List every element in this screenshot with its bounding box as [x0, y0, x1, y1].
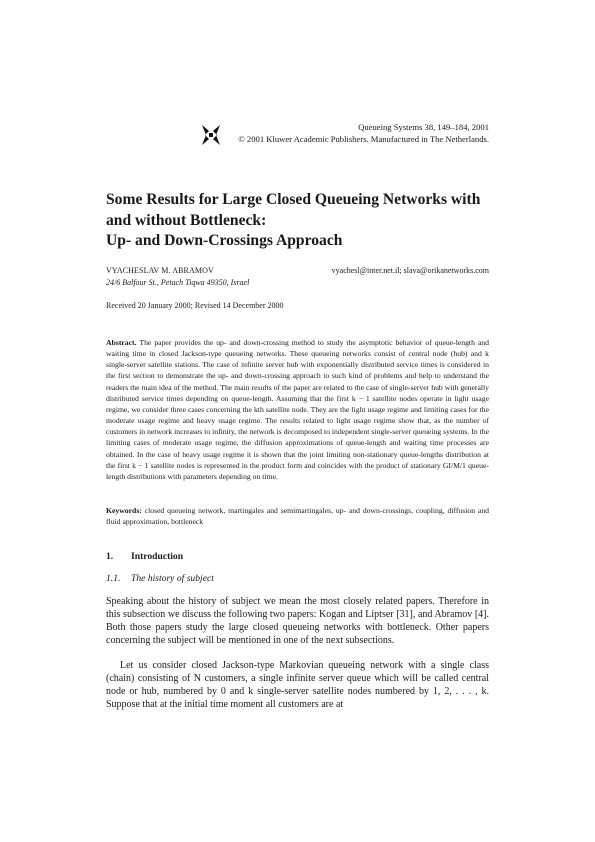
journal-header [200, 122, 489, 145]
keywords-text: closed queueing network, martingales and semimartingales, up- and down-crossings, coupling, diffusion and fluid approximation, bottleneck [106, 506, 490, 527]
abstract-label: Abstract. [106, 338, 137, 347]
title-line: Some Results for Large Closed Queueing Networks with [106, 191, 481, 208]
author-row [106, 265, 489, 276]
section-title: Introduction [131, 551, 184, 562]
title-line: Up- and Down-Crossings Approach [106, 232, 343, 249]
body-paragraph: Let us consider closed Jackson-type Markovian queueing network with a single class (chain) consisting of N customers, a single infinite server queue which will be called central node or hub, numbered by 0 and k single-server satellite nodes numbered by 1, 2, . . . , k. Suppose that at the initial time moment all customers are at [106, 660, 489, 710]
author-email: vyachesl@inter.net.il; slava@orikanetworks.com [331, 266, 489, 275]
author-address: 24/6 Balfour St., Petach Tiqwa 49350, Israel [106, 278, 250, 287]
body-paragraph: Speaking about the history of subject we mean the most closely related papers. Therefore in this subsection we discuss the following two papers: Kogan and Liptser [31], and Abramov [4]. Both those papers study the large closed queueing networks with bottleneck. Other papers concerning the subject will be mentioned in one of the next subsections. [106, 596, 489, 646]
abstract [106, 337, 489, 482]
keywords [106, 505, 489, 527]
journal-citation: Queueing Systems 38, 149–184, 2001 [358, 122, 489, 132]
subsection-title: The history of subject [131, 573, 214, 584]
author-name: VYACHESLAV M. ABRAMOV [106, 266, 214, 275]
paper-title [106, 190, 496, 252]
subsection-number: 1.1. [106, 573, 121, 584]
keywords-label: Keywords: [106, 506, 142, 515]
section-number: 1. [106, 551, 114, 562]
abstract-text: The paper provides the up- and down-crossing method to study the asymptotic behavior of queue-length and waiting time in closed Jackson-type queueing networks. These queueing networks consist of central node (hub) and k single-server satellite stations. The case of infinite server hub with exponentially distributed service times is considered in the first section to demonstrate the up- and down-crossing approach to such kind of problems and help to understand the readers the main idea of the method. The main results of the paper are related to the case of single-server hub with generally distributed service times depending on queue-length. Assuming that the first k − 1 satellite nodes operate in light usage regime, we consider three cases concerning the kth satellite node. They are the light usage regime and limiting cases for the moderate usage regime and heavy usage regime. The results related to light usage regime show that, as the number of customers in network increases to infinity, the network is decomposed to independent single-server queueing systems. In the limiting cases of moderate usage regime, the diffusion approximations of queue-length and waiting time processes are obtained. In the case of heavy usage regime it is shown that the joint limiting non-stationary queue-lengths distribution at the first k − 1 satellite nodes is represented in the product form and coincides with the product of stationary GI/M/1 queue-length distributions with parameters depending on time. [106, 338, 489, 481]
copyright-line: © 2001 Kluwer Academic Publishers. Manufactured in The Netherlands. [238, 133, 489, 144]
publisher-logo-icon [200, 124, 222, 146]
title-line: and without Bottleneck: [106, 211, 267, 229]
subsection-heading [106, 573, 214, 584]
section-heading [106, 551, 183, 562]
received-dates: Received 20 January 2000; Revised 14 December 2000 [106, 301, 284, 310]
